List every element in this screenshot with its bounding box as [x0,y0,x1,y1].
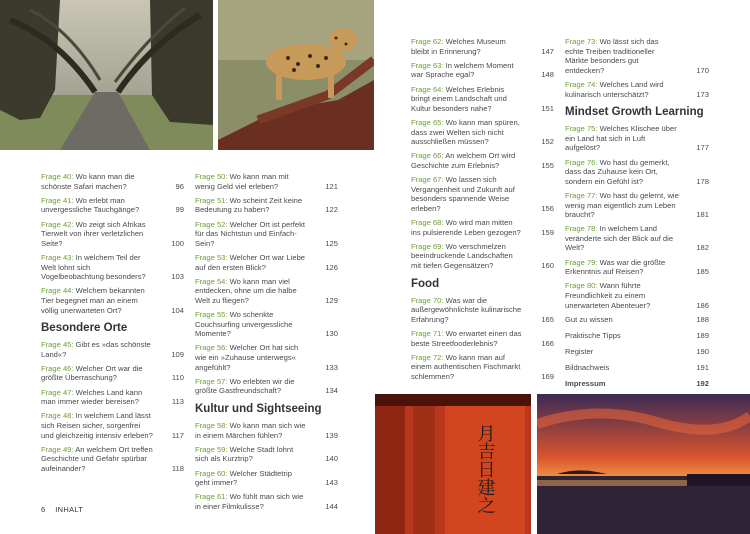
toc-entry[interactable] [195,172,338,191]
toc-appendix-page: 191 [696,362,709,372]
toc-entry-label: Frage 76: [565,157,598,167]
toc-entry-label: Frage 77: [565,190,598,200]
toc-entry-label: Frage 52: [195,219,228,229]
toc-entry[interactable] [195,343,338,372]
photo-sunset-sea [537,394,750,534]
toc-entry-page: 100 [171,238,184,248]
toc-entry-label: Frage 47: [41,387,74,397]
toc-entry[interactable] [411,61,554,80]
toc-appendix-title: Gut zu wissen [565,314,613,324]
toc-entry-title: Was war die außergewöhnlichste kulinarische Erfahrung? [411,295,522,324]
toc-appendix-entry[interactable] [565,363,709,373]
toc-entry-label: Frage 65: [411,117,444,127]
toc-entry-page: 160 [541,261,554,271]
toc-appendix-page: 189 [696,330,709,340]
toc-entry-page: 173 [696,89,709,99]
toc-entry-title: Welcher Ort war die größte Überraschung? [41,363,143,383]
toc-entry-title: Welcher Ort war Liebe auf den ersten Blick? [195,252,306,272]
toc-entry[interactable] [41,172,184,191]
toc-entry-title: Welcher Ort hat sich wie ein »Zuhause unterwegs« angefühlt? [195,343,299,372]
toc-entry-title: Wo kann man spüren, dass zwei Welten sich nicht ausschließen müssen? [411,117,520,147]
toc-entry-page: 121 [325,181,338,191]
toc-entry[interactable] [41,388,184,407]
toc-entry-page: 148 [541,70,554,80]
footer-section-label: INHALT [55,505,84,514]
toc-entry[interactable] [195,310,338,339]
toc-entry-title: Wo kann man viel entdecken, ohne um die halbe Welt zu fliegen? [195,276,297,305]
toc-column-3 [411,37,554,386]
toc-entry-page: 103 [171,272,184,282]
toc-entry-label: Frage 70: [411,295,444,305]
toc-entry-title: Wo zeigt sich Afrikas Tierwelt von ihrer verletzlichen Seite? [41,219,146,248]
toc-entry-title: Welchem bekannten Tier begegnet man an einem völlig unerwarteten Ort? [41,286,145,315]
toc-entry-page: 147 [541,46,554,56]
toc-entry[interactable] [565,124,709,153]
toc-entry[interactable] [195,445,338,464]
toc-entry[interactable] [411,175,554,213]
toc-entry-page: 182 [696,243,709,253]
toc-entry-label: Frage 75: [565,124,598,134]
toc-entry-title: An welchem Ort treffen Geschichte und Gefahr spürbar aufeinander? [41,444,153,473]
toc-entry[interactable] [41,364,184,383]
toc-entry-page: 156 [541,203,554,213]
toc-entry-title: Wo schenkte Couchsurfing unvergessliche Momente? [195,310,293,339]
toc-entry[interactable] [565,80,709,99]
toc-entry-page: 117 [171,430,184,440]
torii-inscription: 月吉日建之 [474,424,496,514]
toc-entry-title: Wo erlebt man unvergessliche Tauchgänge? [41,195,140,215]
toc-entry[interactable] [41,411,184,440]
toc-entry-title: Wo kann man die schönste Safari machen? [41,172,135,191]
toc-entry-label: Frage 41: [41,195,74,205]
photo-tree-avenue [0,0,213,150]
toc-entry-page: 143 [325,478,338,488]
toc-entry-title: Wo lassen sich Vergangenheit und Zukunft auf besonders spannende Weise erleben? [411,175,515,213]
toc-entry-title: Wo erlebten wir die größte Gastfreundschaft? [195,376,295,396]
toc-entry-title: Welcher Städtetrip geht immer? [195,468,292,488]
toc-entry-page: 181 [696,210,709,220]
toc-entry-page: 133 [325,362,338,372]
toc-entry[interactable] [411,242,554,271]
toc-entry-label: Frage 44: [41,286,74,296]
toc-entry-title: Wo wird man mitten ins pulsierende Leben gezogen? [411,218,521,237]
toc-entry[interactable] [411,37,554,56]
toc-entry-label: Frage 50: [195,172,228,181]
toc-entry-page: 166 [541,338,554,348]
toc-entry[interactable] [565,158,709,187]
toc-entry[interactable] [565,281,709,310]
toc-appendix-entry[interactable] [565,347,709,357]
toc-entry-title: Gibt es »das schönste Land«? [41,340,151,359]
toc-entry-label: Frage 69: [411,241,444,251]
toc-entry-page: 170 [696,65,709,75]
toc-appendix-page: 192 [696,378,709,388]
toc-entry-title: In welchem Land veränderte sich der Blick auf die Welt? [565,224,674,253]
toc-entry-title: Welches Land wird kulinarisch unterschätzt? [565,79,664,99]
toc-entry-title: Welche Stadt lohnt sich als Kurztrip? [195,444,294,464]
toc-entry-label: Frage 63: [411,60,444,70]
toc-entry-page: 129 [325,295,338,305]
toc-entry-label: Frage 64: [411,84,444,94]
toc-appendix-title: Impressum [565,378,606,388]
toc-entry-title: Wo verschmelzen beeindruckende Landschaften mit tiefen Gegensätzen? [411,241,513,271]
toc-appendix-entry[interactable] [565,315,709,325]
toc-entry[interactable] [565,258,709,277]
toc-entry-page: 134 [325,386,338,396]
toc-entry-title: Wo erwartet einen das beste Streetfooderlebnis? [411,329,522,348]
toc-entry-label: Frage 61: [195,492,228,502]
photo-leopard [218,0,374,150]
toc-entry-title: Welcher Ort ist perfekt für das Nichtstun und Einfach-Sein? [195,219,306,248]
toc-entry-label: Frage 53: [195,252,228,262]
toc-entry-page: 110 [171,373,184,383]
toc-entry-title: In welchem Teil der Welt lohnt sich Vogelbeobachtung besonders? [41,252,146,282]
toc-entry[interactable] [411,118,554,147]
toc-entry-label: Frage 67: [411,175,444,185]
toc-entry-title: Wo scheint Zeit keine Bedeutung zu haben? [195,195,303,215]
toc-entry[interactable] [411,353,554,382]
toc-entry-page: 122 [325,205,338,215]
toc-entry-page: 99 [175,205,184,215]
toc-entry-title: Wo fühlt man sich wie in einer Filmkulisse? [195,492,304,511]
toc-entry-title: Welches Klischee über ein Land hat sich in Luft aufgelöst? [565,124,677,153]
photo-torii-gates [375,394,531,534]
toc-entry-page: 177 [696,143,709,153]
toc-entry-title: An welchem Ort wird Geschichte zum Erlebnis? [411,151,516,170]
toc-entry-label: Frage 55: [195,310,228,320]
toc-entry[interactable] [41,286,184,315]
toc-entry-page: 96 [175,181,184,191]
toc-entry[interactable] [411,85,554,114]
toc-entry-title: Wo kann man sich wie in einem Märchen fühlen? [195,421,306,440]
toc-entry-label: Frage 62: [411,37,444,46]
toc-entry-title: Wann führte Freundlichkeit zu einem unerwarteten Abenteuer? [565,281,651,310]
toc-entry-page: 185 [696,267,709,277]
page-footer [41,505,83,514]
toc-entry-title: In welchem Land lässt sich Reisen sicher, sorgenfrei und gleichzeitig intensiv erleben? [41,411,153,440]
toc-entry-label: Frage 43: [41,252,74,262]
section-heading-mindset: Mindset Growth Learning [565,106,704,119]
toc-appendix-title: Bildnachweis [565,362,610,372]
toc-entry-label: Frage 51: [195,195,228,205]
toc-entry-page: 113 [171,397,184,407]
toc-entry[interactable] [41,220,184,249]
toc-entry[interactable] [195,277,338,306]
toc-entry-title: Was war die größte Erkenntnis auf Reisen? [565,257,666,277]
toc-entry[interactable] [411,218,554,237]
toc-entry-label: Frage 78: [565,224,598,234]
toc-entry-title: In welchem Moment war Sprache egal? [411,60,514,80]
toc-entry-label: Frage 80: [565,281,598,291]
toc-entry[interactable] [195,253,338,272]
toc-entry[interactable] [41,253,184,282]
toc-entry-label: Frage 48: [41,411,74,421]
section-heading-kultur: Kultur und Sightseeing [195,403,322,416]
toc-entry-label: Frage 60: [195,468,228,478]
section-heading-besondere-orte: Besondere Orte [41,322,128,335]
toc-entry-label: Frage 58: [195,421,228,431]
toc-entry-page: 118 [171,464,184,473]
toc-entry-label: Frage 56: [195,343,228,353]
toc-entry[interactable] [195,469,338,488]
toc-entry[interactable] [41,196,184,215]
toc-entry-title: Wo lässt sich das echte Treiben traditioneller Märkte besonders gut entdecken? [565,37,659,75]
toc-entry-label: Frage 73: [565,37,598,46]
toc-entry-label: Frage 71: [411,329,444,338]
toc-entry-title: Wo hast du gelernt, wie wenig man eigentlich zum Leben braucht? [565,190,679,220]
toc-entry-label: Frage 66: [411,151,444,161]
toc-entry-label: Frage 74: [565,79,598,89]
toc-entry-page: 139 [325,430,338,440]
toc-entry-page: 104 [171,305,184,315]
toc-entry[interactable] [565,37,709,75]
toc-entry[interactable] [195,377,338,396]
toc-entry-page: 169 [541,371,554,381]
toc-entry-title: Wo kann man mit wenig Geld viel erleben? [195,172,289,191]
toc-entry-page: 155 [541,160,554,170]
toc-entry-label: Frage 68: [411,218,444,228]
toc-entry[interactable] [411,296,554,325]
toc-entry-page: 186 [696,300,709,310]
toc-appendix-entry[interactable] [565,331,709,341]
toc-appendix-page: 190 [696,346,709,356]
toc-entry-page: 165 [541,314,554,324]
toc-entry-page: 178 [696,176,709,186]
toc-column-1 [41,172,184,478]
toc-entry-label: Frage 45: [41,340,74,350]
toc-entry-title: Wo hast du gemerkt, dass das Zuhause kein Ort, sondern ein Gefühl ist? [565,157,670,186]
toc-entry-label: Frage 49: [41,444,74,454]
toc-entry-label: Frage 46: [41,363,74,373]
toc-entry-page: 130 [325,329,338,339]
toc-entry[interactable] [565,224,709,253]
toc-appendix-title: Register [565,346,594,356]
toc-entry-page: 151 [541,103,554,113]
toc-entry-label: Frage 54: [195,276,228,286]
toc-entry-label: Frage 79: [565,257,598,267]
toc-entry-page: 144 [325,501,338,511]
toc-appendix-page: 188 [696,314,709,324]
toc-entry-label: Frage 40: [41,172,74,181]
toc-entry-label: Frage 59: [195,444,228,454]
section-heading-food: Food [411,277,440,290]
toc-entry[interactable] [195,220,338,249]
toc-entry-page: 109 [171,349,184,359]
toc-column-2 [195,172,338,516]
toc-entry-title: Welches Land kann man immer wieder bereisen? [41,387,143,407]
toc-entry[interactable] [195,196,338,215]
toc-entry-title: Wo kann man auf einem authentischen Fischmarkt schlemmen? [411,352,521,381]
page-number: 6 [41,505,46,514]
toc-entry[interactable] [411,329,554,348]
toc-entry-page: 140 [325,454,338,464]
toc-appendix-title: Praktische Tipps [565,330,621,340]
toc-entry-page: 125 [325,238,338,248]
toc-appendix-entry[interactable] [565,379,709,389]
toc-column-4 [565,37,709,395]
toc-entry-label: Frage 42: [41,219,74,229]
toc-entry-page: 159 [541,227,554,237]
toc-entry[interactable] [195,421,338,440]
toc-entry-label: Frage 57: [195,376,228,386]
toc-entry-title: Welches Museum bleibt in Erinnerung? [411,37,506,56]
toc-entry[interactable] [411,151,554,170]
toc-entry[interactable] [41,340,184,359]
toc-entry-label: Frage 72: [411,352,444,362]
toc-entry[interactable] [565,191,709,220]
toc-entry[interactable] [41,445,184,474]
toc-entry[interactable] [195,492,338,511]
toc-entry-page: 126 [325,262,338,272]
toc-entry-page: 152 [541,137,554,147]
toc-entry-title: Welches Erlebnis bringt einem Landschaft und Kultur besonders nahe? [411,84,507,113]
